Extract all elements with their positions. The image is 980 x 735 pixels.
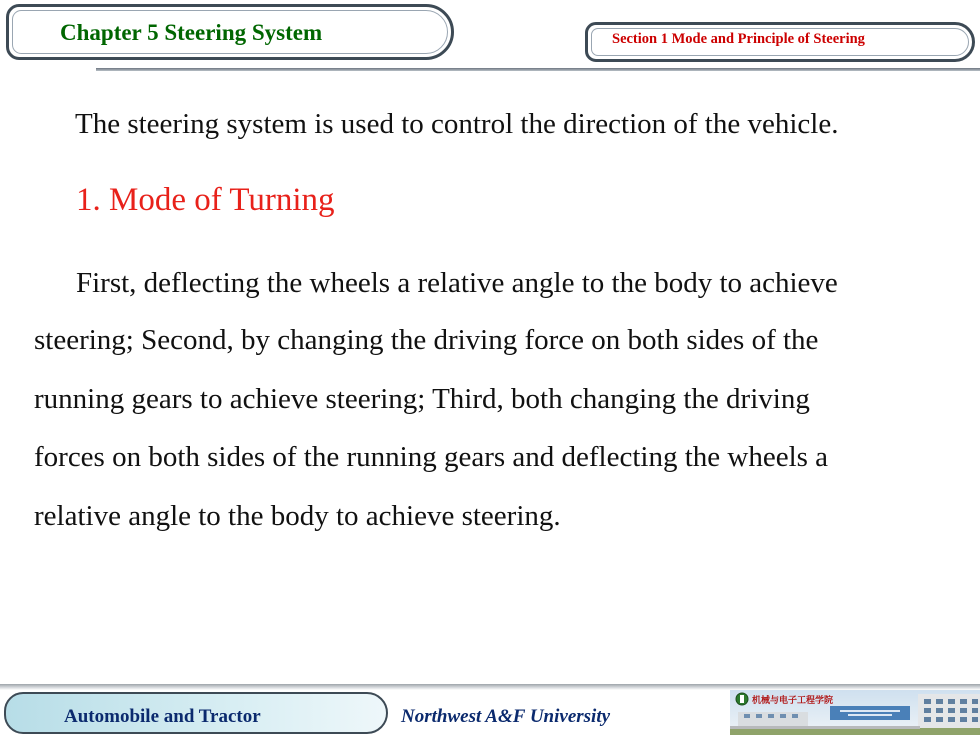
section-heading: 1. Mode of Turning — [76, 182, 335, 218]
intro-text: The steering system is used to control the direction of the vehicle. — [75, 108, 839, 140]
paragraph-line: forces on both sides of the running gears and deflecting the wheels a — [34, 441, 829, 473]
paragraph-line: running gears to achieve steering; Third, both changing the driving — [34, 383, 810, 415]
svg-text:机械与电子工程学院: 机械与电子工程学院 — [752, 696, 834, 706]
chapter-title: Chapter 5 Steering System — [60, 20, 323, 45]
course-name: Automobile and Tractor — [64, 706, 261, 727]
paragraph-line: steering; Second, by changing the driving force on both sides of the — [34, 324, 819, 356]
paragraph-line: First, deflecting the wheels a relative angle to the body to achieve — [76, 267, 838, 299]
paragraph-line: relative angle to the body to achieve steering. — [34, 500, 561, 532]
section-title: Section 1 Mode and Principle of Steering — [612, 31, 865, 47]
college-logo-image — [730, 690, 980, 735]
header-divider — [96, 68, 980, 71]
college-building-icon — [730, 690, 980, 735]
university-name: Northwest A&F University — [401, 706, 611, 727]
